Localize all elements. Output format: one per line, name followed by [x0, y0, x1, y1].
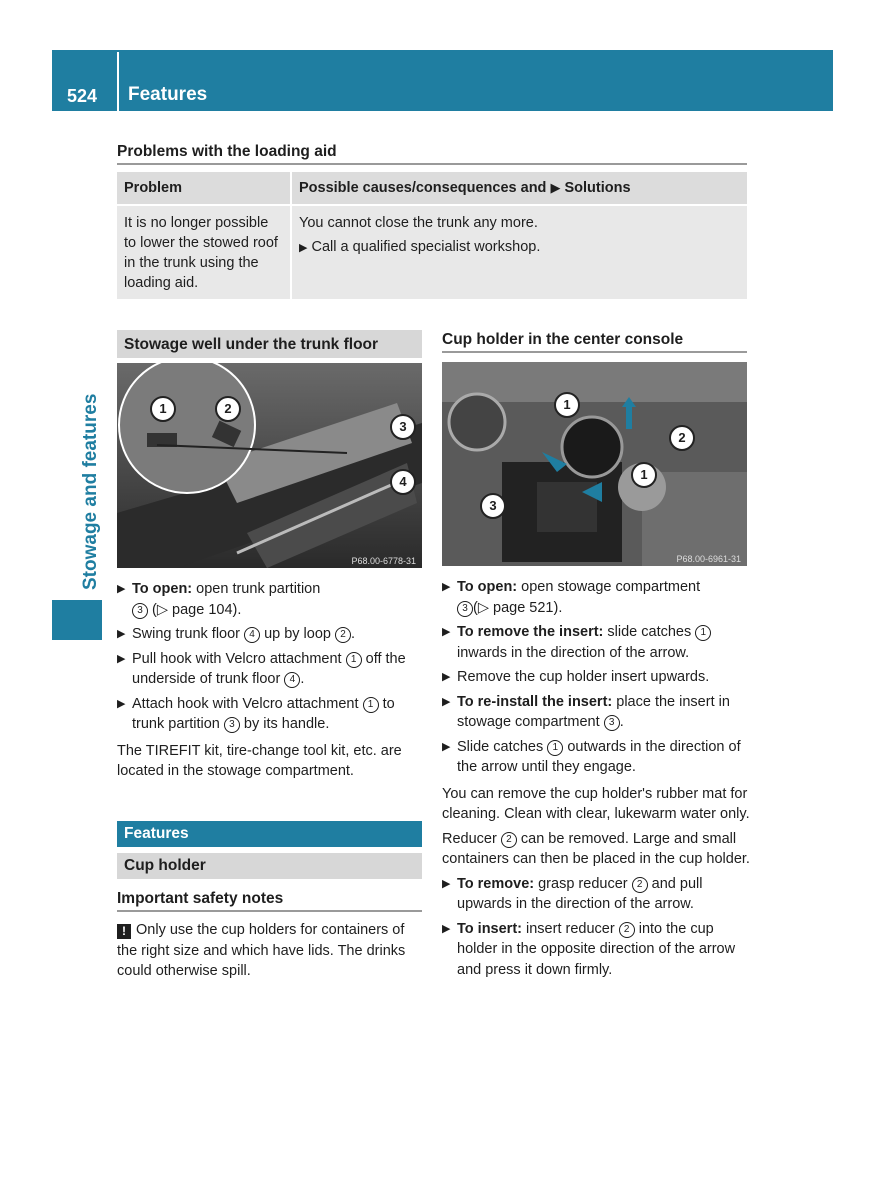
center-console-photo [442, 362, 747, 566]
step-text: Remove the cup holder insert upwards. [457, 669, 710, 685]
list-item: ▶ Pull hook with Velcro attachment 1 off the underside of trunk floor 4 . [117, 650, 406, 687]
side-tab-block [52, 600, 102, 640]
step-label: To insert: [457, 920, 522, 937]
col-header-causes [291, 172, 747, 205]
play-arrow-icon: ▶ [299, 242, 308, 254]
list-item [117, 579, 425, 620]
callout-ref-1: 1 [363, 697, 379, 713]
reducer-text: can be removed. Large and small containers can then be placed in the cup holder. [442, 830, 750, 867]
callout-ref-2: 2 [619, 922, 635, 938]
play-arrow-icon: ▶ [442, 671, 451, 683]
callout-ref-3: 3 [604, 715, 620, 731]
step-text: slide catches [603, 624, 692, 640]
col-header-causes-text: Possible causes/consequences and [299, 180, 547, 196]
list-item [442, 577, 752, 618]
photo-code: P68.00-6778-31 [351, 556, 416, 566]
step-text: outwards in the direction of the arrow until they engage. [457, 738, 741, 775]
reducer-text: Reducer [442, 830, 497, 847]
problems-table [117, 172, 747, 299]
cup-holder-heading: Cup holder [117, 853, 422, 879]
stowage-well-heading: Stowage well under the trunk floor [117, 330, 422, 358]
safety-rule [117, 910, 422, 912]
center-console-illustration [442, 362, 747, 566]
step-text: grasp reducer [534, 875, 628, 892]
callout-1: 1 [150, 396, 176, 422]
step-text: inwards in the direction of the arrow. [457, 644, 690, 661]
play-arrow-icon: ▶ [117, 652, 126, 665]
page-title: Features [128, 84, 208, 105]
center-console-rule [442, 351, 747, 353]
callout-ref-4: 4 [244, 627, 260, 643]
center-console-heading: Cup holder in the center console [442, 331, 684, 348]
step-label: To remove the insert: [457, 624, 604, 640]
safety-note [117, 920, 427, 982]
step-text: off the underside of trunk floor [132, 650, 406, 687]
callout-ref-3: 3 [132, 603, 148, 619]
step-text: Pull hook with Velcro attachment [132, 650, 342, 667]
callout-ref-2: 2 [501, 832, 517, 848]
callout-ref-4: 4 [284, 672, 300, 688]
play-arrow-icon: ▶ [442, 922, 451, 935]
step-text: by its handle. [243, 716, 330, 732]
features-heading: Features [117, 821, 422, 847]
header-divider [117, 52, 119, 111]
step-text: insert reducer [521, 920, 615, 937]
step-label: To remove: [457, 875, 535, 892]
callout-ref-2: 2 [335, 627, 351, 643]
callout-3: 3 [390, 414, 416, 440]
mat-note: You can remove the cup holder's rubber mat for cleaning. Clean with clear, lukewarm water only. [442, 785, 750, 822]
trunk-floor-photo [117, 363, 422, 568]
step-text: Swing trunk floor [132, 626, 240, 642]
callout-3: 3 [480, 493, 506, 519]
play-arrow-icon: ▶ [117, 583, 126, 595]
warning-icon: ! [117, 924, 131, 939]
col-header-problem: Problem [117, 172, 291, 205]
play-arrow-icon: ▶ [442, 877, 451, 890]
play-arrow-icon: ▶ [442, 626, 451, 638]
center-console-steps [442, 577, 752, 984]
list-item [442, 874, 752, 915]
step-text: place the insert in stowage compartment [457, 693, 730, 730]
list-item [442, 667, 752, 688]
list-item: ▶ To re-install the insert: place the insert in stowage compartment 3 . [442, 693, 730, 730]
problems-title: Problems with the loading aid [117, 143, 337, 160]
play-arrow-icon: ▶ [550, 180, 561, 195]
step-text: into the cup holder in the opposite direction of the arrow and press it down firmly. [457, 920, 736, 978]
cause-text: You cannot close the trunk any more. [299, 215, 538, 231]
list-item: ▶ Swing trunk floor 4 up by loop 2 . [117, 624, 425, 645]
play-arrow-icon: ▶ [442, 740, 451, 753]
step-text: open stowage compartment [517, 579, 701, 595]
safety-text: Only use the cup holders for containers of the right size and which have lids. The drinks could otherwise spill. [117, 922, 406, 979]
trunk-floor-illustration [117, 363, 422, 568]
play-arrow-icon: ▶ [117, 628, 126, 640]
stowage-note: The TIREFIT kit, tire-change tool kit, etc. are located in the stowage compartment. [117, 742, 402, 779]
callout-2: 2 [669, 425, 695, 451]
step-text: Attach hook with Velcro attachment [132, 695, 359, 712]
table-row [117, 205, 747, 299]
step-text: (▷ page 104). [152, 601, 242, 618]
table-header-row [117, 172, 747, 205]
photo-code: P68.00-6961-31 [676, 554, 741, 564]
safety-title: Important safety notes [117, 890, 284, 907]
step-text: and pull upwards in the direction of the arrow. [457, 875, 703, 912]
list-item [117, 694, 425, 735]
callout-ref-2: 2 [632, 877, 648, 893]
col-header-solutions: Solutions [564, 180, 631, 196]
callout-ref-1: 1 [346, 652, 362, 668]
problems-rule [117, 163, 747, 165]
callout-1b: 1 [631, 462, 657, 488]
play-arrow-icon: ▶ [442, 695, 451, 708]
callout-2: 2 [215, 396, 241, 422]
step-label: To open: [132, 581, 193, 597]
solution-text: Call a qualified specialist workshop. [311, 239, 541, 255]
callout-ref-1: 1 [695, 625, 711, 641]
play-arrow-icon: ▶ [442, 581, 451, 593]
problem-cell: It is no longer possible to lower the stowed roof in the trunk using the loading aid. [117, 205, 291, 299]
step-label: To open: [457, 579, 518, 595]
solution-item [299, 237, 740, 258]
step-label: To re-install the insert: [457, 693, 613, 710]
page-number: 524 [66, 86, 98, 106]
callout-ref-3: 3 [457, 601, 473, 617]
list-item [442, 737, 752, 778]
causes-cell [291, 205, 747, 299]
step-text: open trunk partition [192, 581, 321, 597]
step-text: to trunk partition [132, 695, 395, 732]
play-arrow-icon: ▶ [117, 697, 126, 710]
list-item [442, 919, 752, 981]
step-text: up by loop [264, 626, 331, 642]
stowage-steps [117, 579, 425, 786]
callout-ref-3: 3 [224, 717, 240, 733]
reducer-note [442, 829, 752, 870]
step-text: (▷ page 521). [473, 599, 563, 616]
side-tab-label: Stowage and features [80, 393, 101, 590]
callout-1: 1 [554, 392, 580, 418]
callout-4: 4 [390, 469, 416, 495]
list-item [442, 622, 752, 663]
step-text: Slide catches [457, 738, 544, 755]
callout-ref-1: 1 [547, 740, 563, 756]
